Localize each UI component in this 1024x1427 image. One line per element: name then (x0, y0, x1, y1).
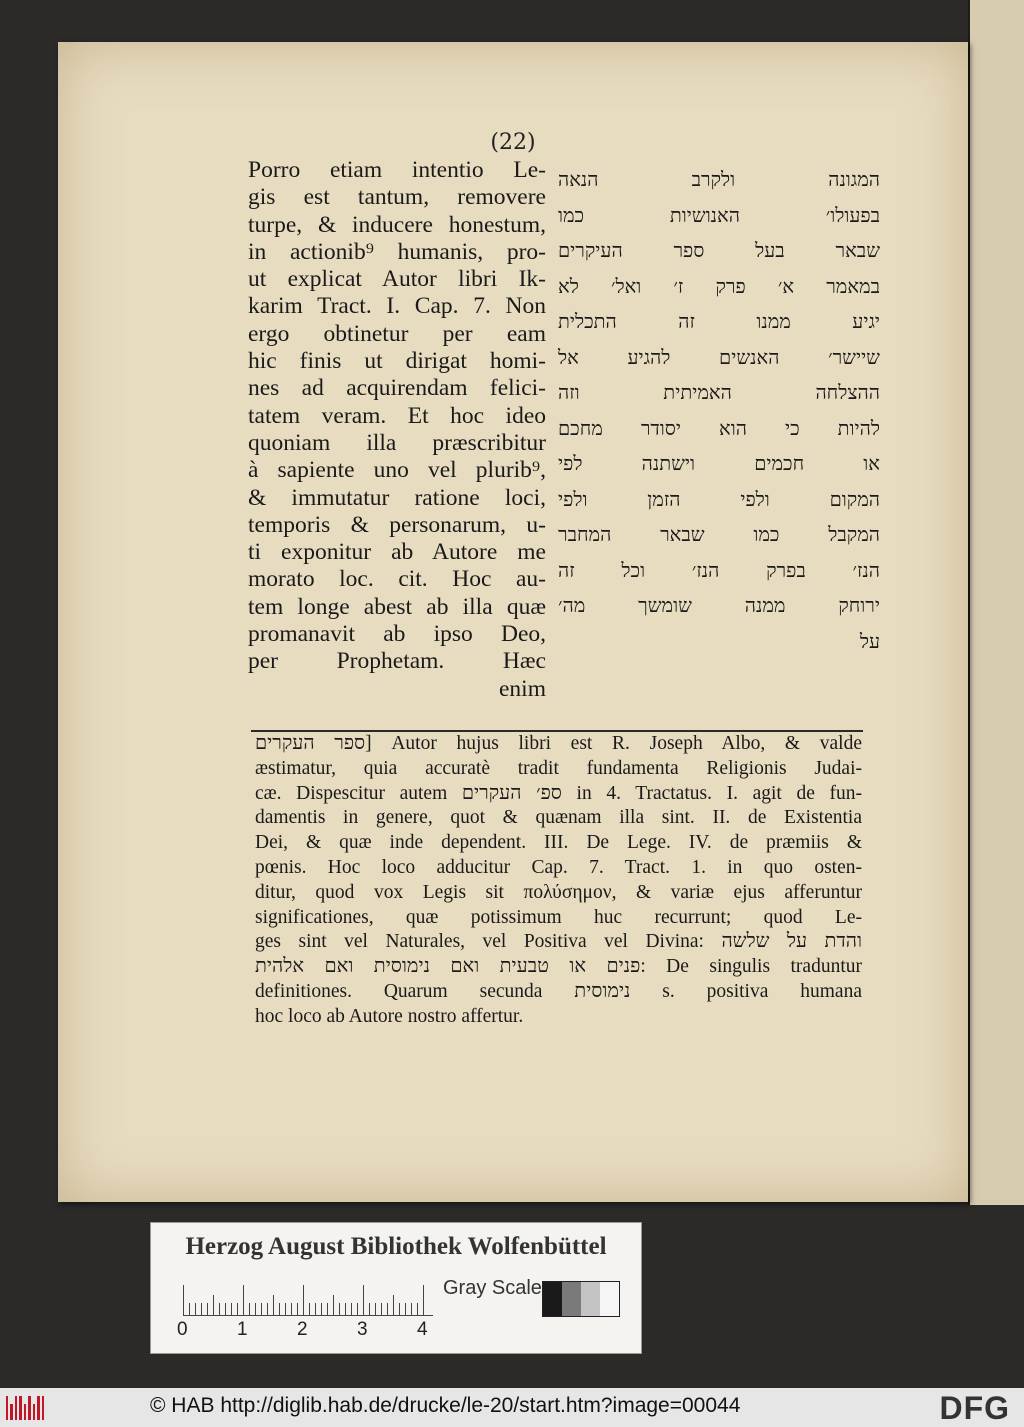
gray-swatch (562, 1282, 581, 1316)
ruler-tick (201, 1303, 202, 1315)
ruler-tick (243, 1285, 244, 1315)
ruler-tick (315, 1303, 316, 1315)
barcode-bar (6, 1396, 8, 1420)
latin-text-line: promanavit ab ipso Deo, (248, 621, 546, 648)
latin-text-line: in actionib⁹ humanis, pro- (248, 238, 546, 265)
footnote-text-line: Dei, & quæ inde dependent. III. De Lege. IV. de præmiis & (255, 832, 862, 854)
ruler-tick (333, 1295, 334, 1315)
latin-text-line: nes ad acquirendam felici- (248, 375, 546, 402)
latin-text-line: per Prophetam. Hæc (248, 648, 546, 675)
gray-swatch (600, 1282, 619, 1316)
hebrew-column (558, 162, 880, 659)
book-page (58, 42, 968, 1202)
ruler-tick (417, 1303, 418, 1315)
footnote-text-line: hoc loco ab Autore nostro affertur. (255, 1005, 524, 1027)
latin-text-line: tem longe abest ab illa quæ (248, 593, 546, 620)
latin-text-line: ergo obtinetur per eam (248, 320, 546, 347)
latin-text-line: tatem veram. Et hoc ideo (248, 402, 546, 429)
page-number: (22) (490, 130, 536, 155)
library-color-card (150, 1222, 642, 1354)
scale-ruler (183, 1277, 433, 1316)
ruler-tick (237, 1303, 238, 1315)
footnote-text-line: definitiones. Quarum secunda נימוסית s. positiva humana (255, 980, 862, 1002)
ruler-tick (369, 1303, 370, 1315)
ruler-tick (303, 1285, 304, 1315)
ruler-tick (189, 1303, 190, 1315)
latin-text-line: turpe, & inducere honestum, (248, 211, 546, 238)
footnote-text-line: pœnis. Hoc loco adducitur Cap. 7. Tract. 1. in quo osten- (255, 856, 862, 878)
ruler-tick (225, 1303, 226, 1315)
source-url[interactable]: © HAB http://diglib.hab.de/drucke/le-20/start.htm?image=00044 (150, 1394, 741, 1417)
ruler-tick (351, 1303, 352, 1315)
footnote-text-line: cæ. Dispescitur autem ספ׳ העקרים in 4. Tractatus. I. agit de fun- (255, 782, 862, 804)
ruler-number: 3 (357, 1319, 368, 1340)
footnote (255, 732, 862, 1030)
adjacent-page-edge (968, 0, 1024, 1205)
ruler-tick (195, 1303, 196, 1315)
ruler-tick (363, 1285, 364, 1315)
barcode-bar (15, 1396, 17, 1420)
barcode-bar (10, 1404, 12, 1420)
ruler-tick (279, 1303, 280, 1315)
ruler-tick (321, 1303, 322, 1315)
footnote-text-line: ges sint vel Naturales, vel Positiva vel Divina: והדת על שלשה (255, 931, 862, 953)
ruler-tick (381, 1303, 382, 1315)
gray-swatch (543, 1282, 562, 1316)
ruler-number: 1 (237, 1319, 248, 1340)
barcode-bar (37, 1396, 39, 1420)
latin-text-line: gis est tantum, removere (248, 184, 546, 211)
gray-scale-label: Gray Scale (443, 1277, 542, 1299)
latin-text-line: enim (499, 675, 546, 702)
hebrew-text-line: יגיע ממנו זה התכלית (558, 310, 880, 333)
hebrew-text-line: שבאר בעל ספר העיקרים (558, 239, 880, 262)
ruler-tick (213, 1295, 214, 1315)
dfg-logo: DFG (939, 1390, 1010, 1426)
hebrew-text-line: ההצלחה האמיתית וזה (558, 381, 880, 404)
latin-text-line: à sapiente uno vel plurib⁹, (248, 457, 546, 484)
footer-bar (0, 1388, 1024, 1427)
hebrew-text-line: המגונה ולקרב הנאה (558, 168, 880, 191)
footnote-text-line: ditur, quod vox Legis sit πολύσημον, & variæ ejus afferuntur (255, 881, 862, 903)
footnote-text-line: damentis in genere, quot & quænam illa sint. II. de Existentia (255, 807, 862, 829)
ruler-tick (183, 1285, 184, 1315)
ruler-tick (339, 1303, 340, 1315)
ruler-tick (219, 1303, 220, 1315)
gray-swatch (581, 1282, 600, 1316)
latin-text-line: ut explicat Autor libri Ik- (248, 266, 546, 293)
hebrew-text-line: הנז׳ בפרק הנז׳ וכל זה (558, 558, 880, 582)
latin-text-line: morato loc. cit. Hoc au- (248, 566, 546, 593)
ruler-tick (267, 1303, 268, 1315)
ruler-tick (327, 1303, 328, 1315)
barcode-bar (33, 1404, 35, 1420)
ruler-number: 4 (417, 1319, 428, 1340)
ruler-tick (207, 1303, 208, 1315)
ruler-tick (405, 1303, 406, 1315)
hebrew-text-line: במאמר א׳ פרק ז׳ ואל׳ לא (558, 274, 880, 298)
latin-text-line: hic finis ut dirigat homi- (248, 348, 546, 375)
ruler-tick (273, 1295, 274, 1315)
ruler-tick (387, 1303, 388, 1315)
hab-logo-icon (6, 1396, 44, 1420)
ruler-tick (291, 1303, 292, 1315)
ruler-tick (255, 1303, 256, 1315)
library-name: Herzog August Bibliothek Wolfenbüttel (185, 1233, 607, 1260)
hebrew-text-line: או חכמים וישתנה לפי (558, 452, 880, 475)
hebrew-text-line: שיישר׳ האנשים להגיע אל (558, 345, 880, 369)
ruler-number: 0 (177, 1319, 188, 1340)
ruler-tick (411, 1303, 412, 1315)
ruler-tick (423, 1285, 424, 1315)
barcode-bar (42, 1396, 44, 1420)
ruler-tick (285, 1303, 286, 1315)
hebrew-text-line: בפעולו׳ האנושיות כמו (558, 203, 880, 227)
latin-column (248, 157, 546, 703)
barcode-bar (19, 1396, 21, 1420)
ruler-tick (231, 1303, 232, 1315)
footnote-text-line: significationes, quæ potissimum huc recurrunt; quod Le- (255, 906, 862, 928)
gray-scale-swatches (542, 1281, 620, 1317)
hebrew-text-line: להיות כי הוא יסודר מחכם (558, 416, 880, 440)
hebrew-text-line: המקבל כמו שבאר המחבר (558, 523, 880, 546)
ruler-tick (249, 1303, 250, 1315)
latin-text-line: & immutatur ratione loci, (248, 484, 546, 511)
latin-text-line: quoniam illa præscribitur (248, 429, 546, 456)
ruler-tick (309, 1303, 310, 1315)
ruler-tick (393, 1295, 394, 1315)
barcode-bar (24, 1404, 26, 1420)
ruler-tick (357, 1303, 358, 1315)
ruler-tick (345, 1303, 346, 1315)
ruler-tick (399, 1303, 400, 1315)
latin-text-line: Porro etiam intentio Le- (248, 157, 546, 183)
ruler-number: 2 (297, 1319, 308, 1340)
latin-text-line: temporis & personarum, u- (248, 511, 546, 538)
barcode-bar (28, 1396, 30, 1420)
footnote-text-line: æstimatur, quia accuratè tradit fundamenta Religionis Judai- (255, 757, 862, 779)
hebrew-text-line: המקום ולפי הזמן ולפי (558, 487, 880, 511)
ruler-tick (297, 1303, 298, 1315)
latin-text-line: karim Tract. I. Cap. 7. Non (248, 293, 546, 320)
hebrew-text-line: על (859, 629, 880, 653)
ruler-tick (261, 1303, 262, 1315)
latin-text-line: ti exponitur ab Autore me (248, 539, 546, 566)
hebrew-text-line: ירוחק ממנה שומשך מה׳ (558, 594, 880, 617)
footnote-text-line: ספר העקרים] Autor hujus libri est R. Joseph Albo, & valde (255, 733, 863, 754)
ruler-tick (375, 1303, 376, 1315)
footnote-text-line: פנים או טבעית ואם נימוסית ואם אלהית: De singulis traduntur (255, 956, 862, 978)
